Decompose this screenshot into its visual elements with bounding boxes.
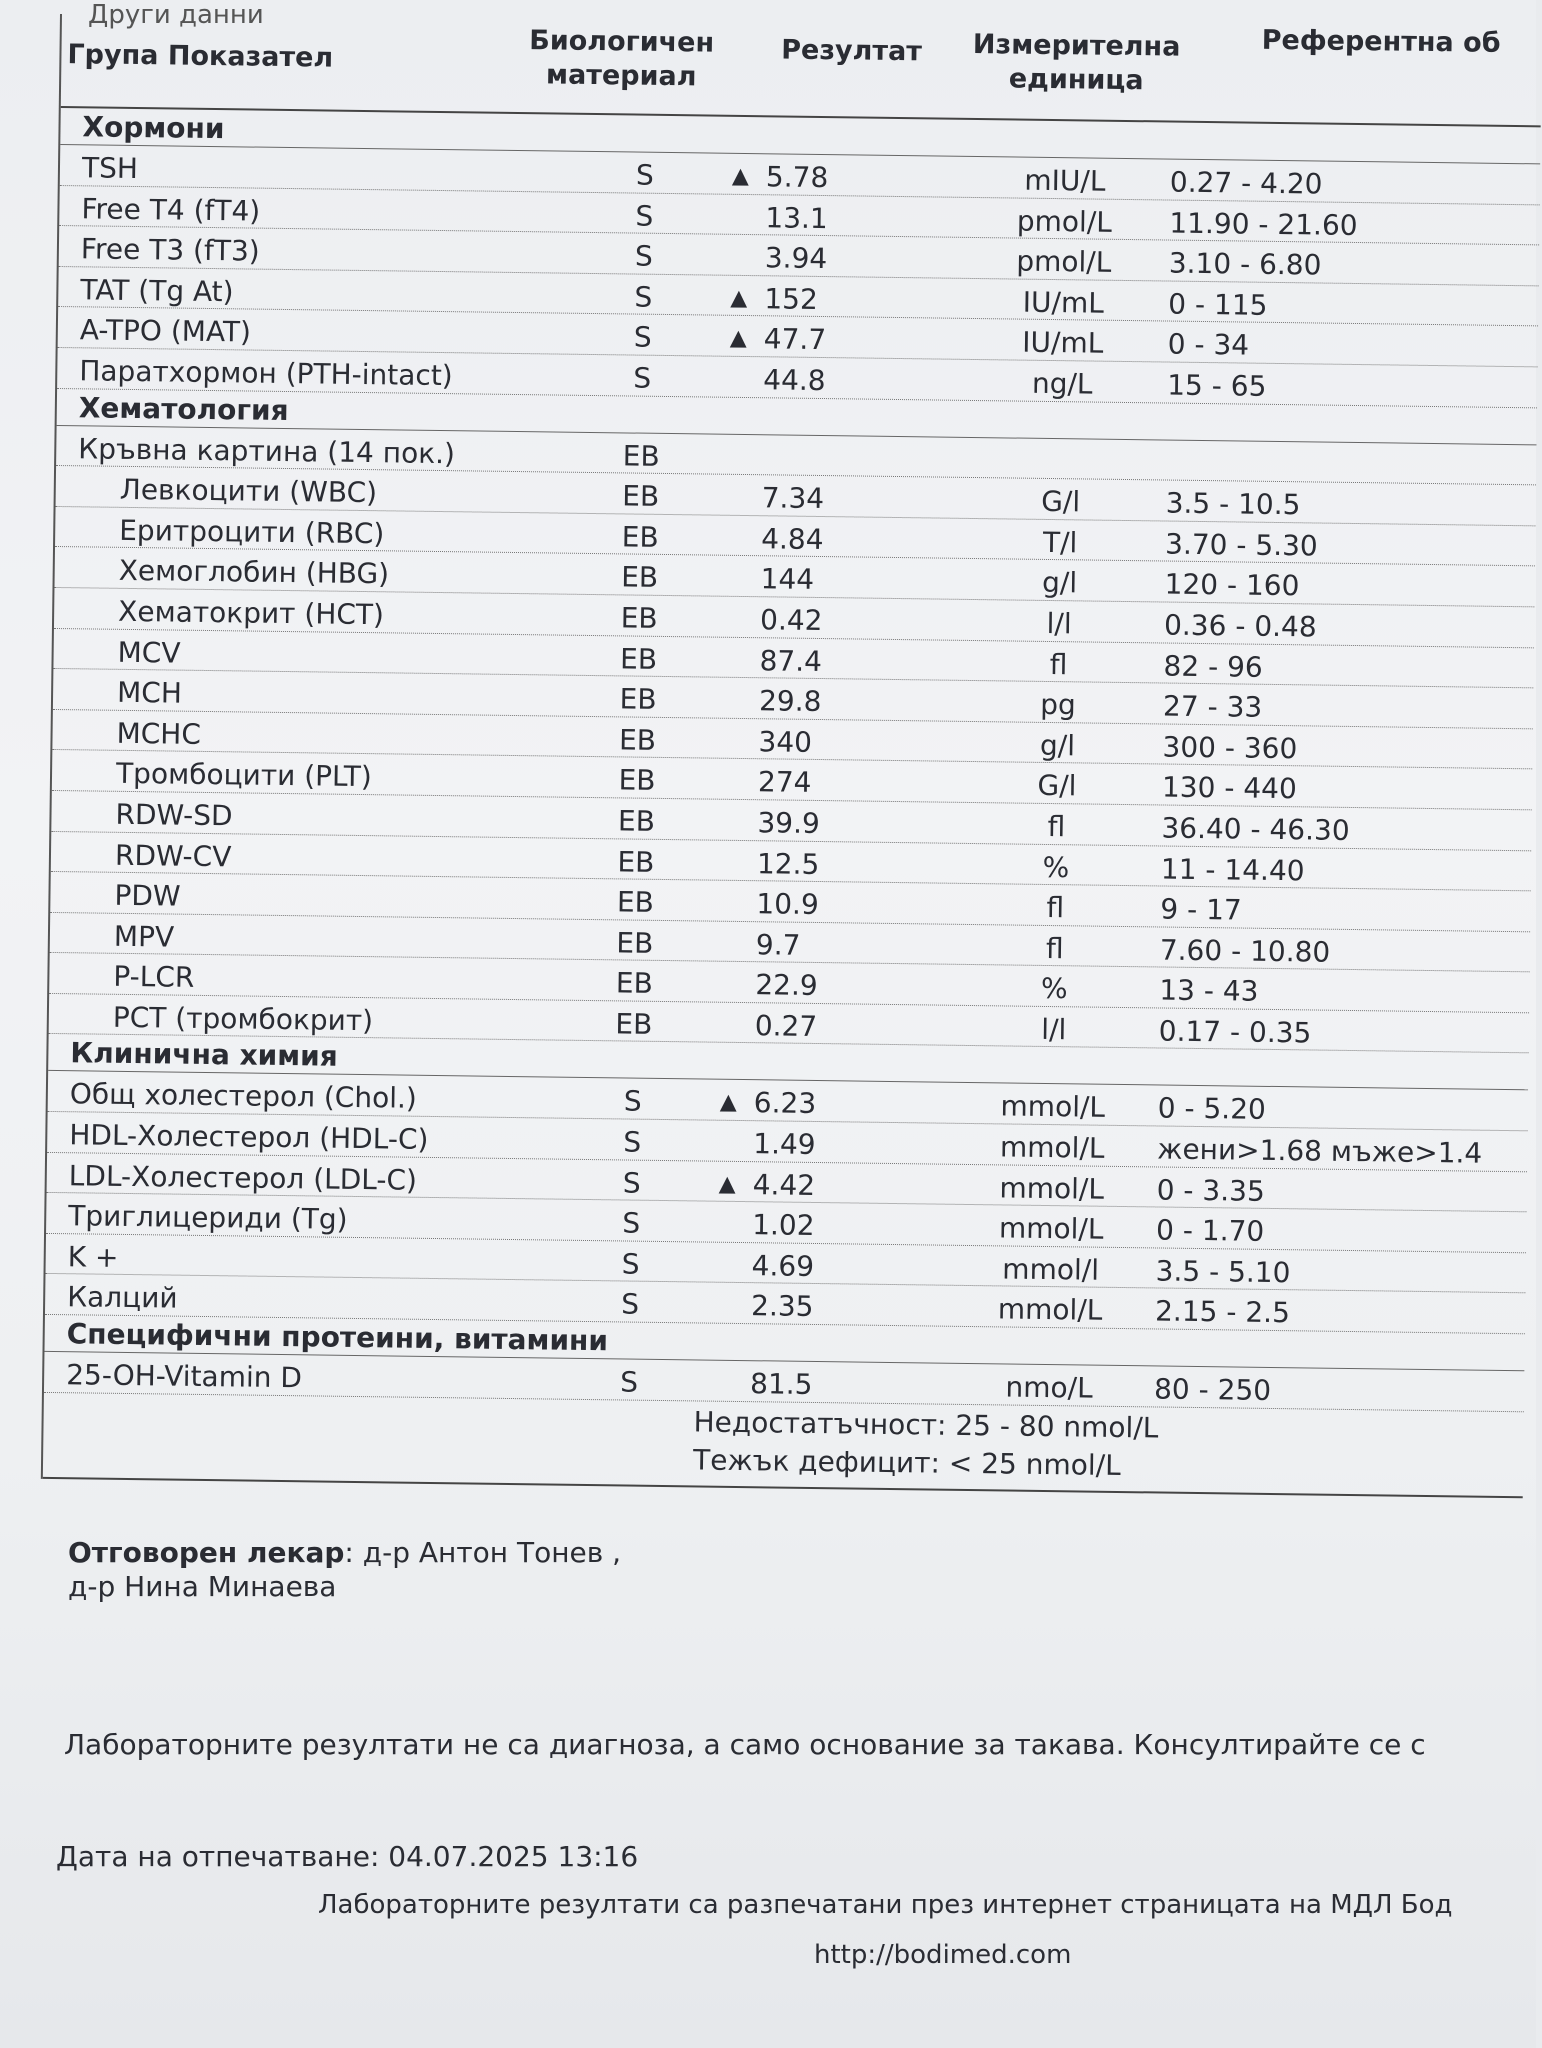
- unit: %: [1042, 850, 1070, 884]
- unit: G/l: [1041, 485, 1081, 519]
- high-flag-icon: ▲: [718, 1171, 736, 1197]
- test-name: Общ холестерол (Chol.): [69, 1077, 418, 1116]
- reference-range: 120 - 160: [1164, 567, 1300, 603]
- reference-range: 0.17 - 0.35: [1158, 1014, 1312, 1050]
- unit: ng/L: [1031, 366, 1093, 401]
- reference-range: 11.90 - 21.60: [1169, 206, 1358, 242]
- reference-range: 7.60 - 10.80: [1159, 933, 1331, 969]
- test-name: Левкоцити (WBC): [119, 472, 378, 510]
- result-value: 3.94: [764, 241, 828, 276]
- reference-range: 130 - 440: [1161, 770, 1297, 806]
- reference-range: 11 - 14.40: [1160, 851, 1305, 887]
- test-name: A-TPO (MAT): [79, 313, 252, 349]
- test-name: Еритроцити (RBC): [119, 513, 385, 551]
- test-name: MPV: [113, 919, 175, 954]
- result-value: 39.9: [757, 806, 821, 840]
- unit: l/l: [1041, 1012, 1067, 1047]
- unit: [966, 443, 1156, 445]
- unit: pg: [1040, 688, 1077, 722]
- biomaterial: S: [620, 1365, 639, 1399]
- unit: mmol/L: [998, 1211, 1104, 1247]
- test-name: PDW: [114, 878, 181, 913]
- biomaterial: EB: [615, 966, 654, 1001]
- header-material: Биологичен материал: [529, 25, 715, 93]
- reference-range: 0.27 - 4.20: [1169, 165, 1323, 201]
- biomaterial: EB: [620, 601, 658, 635]
- result-value: 12.5: [756, 846, 820, 881]
- test-name: Паратхормон (PTH-intact): [79, 354, 453, 393]
- biomaterial: EB: [619, 682, 657, 716]
- reference-range: 13 - 43: [1159, 973, 1259, 1009]
- biomaterial: S: [623, 1125, 642, 1159]
- high-flag-icon: ▲: [730, 285, 748, 311]
- disclaimer-text: Лабораторните резултати не са диагноза, а само основание за такава. Консултирайте се с: [64, 1728, 1426, 1761]
- unit: g/l: [1041, 566, 1078, 600]
- result-value: 10.9: [756, 887, 819, 922]
- result-value: [762, 441, 892, 443]
- reference-range: 9 - 17: [1160, 892, 1242, 927]
- result-value: 2.35: [750, 1289, 814, 1324]
- reference-range: 3.5 - 10.5: [1165, 486, 1301, 522]
- unit: nmo/L: [1005, 1370, 1093, 1405]
- high-flag-icon: ▲: [729, 326, 747, 352]
- result-value: 44.8: [763, 363, 826, 398]
- biomaterial: EB: [622, 479, 660, 514]
- reference-range: 82 - 96: [1163, 649, 1263, 684]
- reference-range: 0 - 5.20: [1157, 1091, 1267, 1127]
- unit: fl: [1047, 809, 1066, 844]
- test-name: K +: [67, 1240, 119, 1274]
- reference-range: 3.5 - 5.10: [1155, 1254, 1291, 1290]
- unit: mIU/L: [1024, 163, 1106, 198]
- result-value: 340: [758, 724, 813, 759]
- unit: fl: [1045, 931, 1064, 965]
- unit: T/l: [1042, 525, 1078, 560]
- test-name: Тромбоцити (PLT): [115, 757, 373, 794]
- result-value: 144: [760, 562, 815, 597]
- biomaterial: S: [634, 280, 653, 314]
- test-name: Free T4 (fT4): [81, 191, 261, 228]
- biomaterial: S: [621, 1287, 640, 1322]
- biomaterial: EB: [617, 804, 656, 838]
- unit: fl: [1046, 891, 1065, 925]
- biomaterial: EB: [618, 763, 656, 798]
- biomaterial: S: [633, 320, 652, 355]
- top-partial-heading: Други данни: [88, 0, 264, 30]
- result-value: 6.23: [753, 1086, 817, 1121]
- test-name: MCV: [117, 635, 181, 670]
- biomaterial: S: [633, 361, 652, 395]
- unit: mmol/l: [1002, 1252, 1100, 1287]
- result-value: 9.7: [755, 927, 801, 962]
- test-name: Кръвна картина (14 пок.): [78, 431, 456, 470]
- section-title: Хормони: [60, 108, 1540, 164]
- test-name: Триглицериди (Tg): [68, 1199, 348, 1237]
- doctor-name-1: : д-р Антон Тонев ,: [344, 1536, 622, 1569]
- unit: fl: [1049, 647, 1068, 681]
- result-value: 7.34: [761, 481, 825, 516]
- test-name: PCT (тромбокрит): [112, 1000, 374, 1038]
- reference-range: 0 - 34: [1167, 327, 1250, 362]
- section-title: Клинична химия: [48, 1034, 1528, 1090]
- test-name: LDL-Холестерол (LDL-C): [68, 1158, 418, 1197]
- reference-range: 0 - 1.70: [1155, 1213, 1265, 1249]
- biomaterial: S: [622, 1166, 641, 1200]
- unit: mmol/L: [1000, 1089, 1106, 1125]
- biomaterial: S: [622, 1206, 641, 1240]
- table-body: [44, 108, 1541, 1412]
- reference-range: 0.36 - 0.48: [1163, 608, 1317, 644]
- section-title: Специфични протеини, витамини: [44, 1315, 1524, 1371]
- test-name: MCHC: [116, 716, 202, 751]
- result-value: 0.27: [754, 1009, 818, 1043]
- unit: %: [1040, 972, 1068, 1006]
- biomaterial: EB: [621, 560, 659, 595]
- biomaterial: S: [623, 1084, 642, 1119]
- result-value: 81.5: [749, 1367, 813, 1401]
- biomaterial: EB: [617, 844, 655, 879]
- reference-range: 80 - 250: [1153, 1372, 1272, 1408]
- test-name: MCH: [116, 675, 183, 710]
- test-name: Калций: [66, 1280, 178, 1316]
- biomaterial: S: [621, 1247, 640, 1281]
- result-value: 5.78: [765, 160, 829, 195]
- result-value: 47.7: [763, 322, 827, 357]
- test-name: 25-OH-Vitamin D: [65, 1358, 303, 1395]
- biomaterial: EB: [619, 641, 658, 676]
- header-group: Група Показател: [67, 39, 334, 74]
- result-value: 152: [764, 282, 819, 316]
- result-value: 4.42: [752, 1167, 816, 1202]
- unit: mmol/L: [999, 1171, 1105, 1206]
- test-name: Free T3 (fT3): [80, 232, 260, 268]
- results-table: [41, 14, 1542, 1498]
- test-name: RDW-SD: [115, 797, 233, 833]
- result-value: 1.02: [751, 1208, 815, 1243]
- high-flag-icon: ▲: [719, 1090, 737, 1116]
- result-value: 0.42: [759, 603, 823, 637]
- header-unit: Измерителна единица: [972, 28, 1181, 97]
- reference-range: 36.40 - 46.30: [1161, 811, 1350, 847]
- reference-range: 27 - 33: [1162, 689, 1263, 724]
- section-title: Хематология: [57, 389, 1537, 445]
- reference-range: 0 - 3.35: [1156, 1173, 1265, 1208]
- biomaterial: EB: [621, 520, 659, 554]
- result-value: 4.84: [760, 521, 824, 556]
- unit: mmol/L: [999, 1130, 1105, 1165]
- unit: pmol/L: [1016, 244, 1112, 279]
- reference-range: 2.15 - 2.5: [1154, 1294, 1291, 1330]
- result-value: 1.49: [753, 1127, 816, 1162]
- result-value: 87.4: [759, 643, 823, 678]
- footer-url: http://bodimed.com: [814, 1940, 1072, 1970]
- test-name: Хематокрит (HCT): [117, 594, 385, 632]
- reference-range: жени>1.68 мъже>1.4: [1157, 1132, 1483, 1170]
- unit: IU/mL: [1022, 326, 1104, 361]
- test-name: TSH: [81, 151, 139, 186]
- footer-text: Лабораторните резултати са разпечатани през интернет страницата на МДЛ Бод: [318, 1890, 1453, 1920]
- result-value: 22.9: [755, 968, 818, 1003]
- doctor-label: Отговорен лекар: [68, 1536, 345, 1569]
- result-value: 274: [757, 765, 812, 800]
- unit: mmol/L: [997, 1292, 1103, 1328]
- biomaterial: EB: [616, 926, 654, 960]
- biomaterial: S: [634, 239, 653, 273]
- test-name: HDL-Холестерол (HDL-C): [69, 1118, 429, 1156]
- reference-range: 300 - 360: [1162, 730, 1298, 765]
- biomaterial: EB: [616, 885, 655, 919]
- reference-range: 3.70 - 5.30: [1164, 527, 1318, 563]
- reference-range: 15 - 65: [1167, 368, 1267, 403]
- doctor-name-2: д-р Нина Минаева: [68, 1570, 337, 1603]
- result-value: 4.69: [751, 1249, 815, 1283]
- responsible-doctor: [68, 1536, 621, 1604]
- print-date: Дата на отпечатване: 04.07.2025 13:16: [56, 1840, 639, 1873]
- biomaterial: S: [635, 158, 655, 192]
- test-name: TAT (Tg At): [80, 273, 234, 309]
- reference-range: 0 - 115: [1168, 287, 1268, 322]
- unit: l/l: [1046, 606, 1072, 641]
- biomaterial: EB: [615, 1007, 653, 1041]
- result-value: 29.8: [758, 684, 822, 719]
- test-name: RDW-CV: [114, 838, 232, 873]
- test-name: P-LCR: [113, 960, 195, 995]
- unit: IU/mL: [1022, 285, 1105, 320]
- biomaterial: S: [635, 199, 654, 233]
- result-value: 13.1: [765, 200, 828, 235]
- reference-range: 3.10 - 6.80: [1168, 246, 1322, 282]
- biomaterial: EB: [622, 438, 660, 473]
- vitamin-d-notes: [43, 1393, 1524, 1498]
- unit: g/l: [1039, 728, 1076, 763]
- header-reference: Референтна об: [1261, 24, 1501, 59]
- test-name: Хемоглобин (HBG): [118, 554, 390, 591]
- note-insufficiency: Недостатъчност: 25 - 80 nmol/L: [693, 1405, 1159, 1445]
- note-deficit: Тежък дефицит: < 25 nmol/L: [692, 1443, 1121, 1482]
- high-flag-icon: ▲: [731, 163, 750, 190]
- unit: G/l: [1037, 769, 1077, 803]
- header-result: Резултат: [781, 34, 923, 68]
- unit: pmol/L: [1016, 204, 1113, 239]
- biomaterial: EB: [618, 723, 657, 757]
